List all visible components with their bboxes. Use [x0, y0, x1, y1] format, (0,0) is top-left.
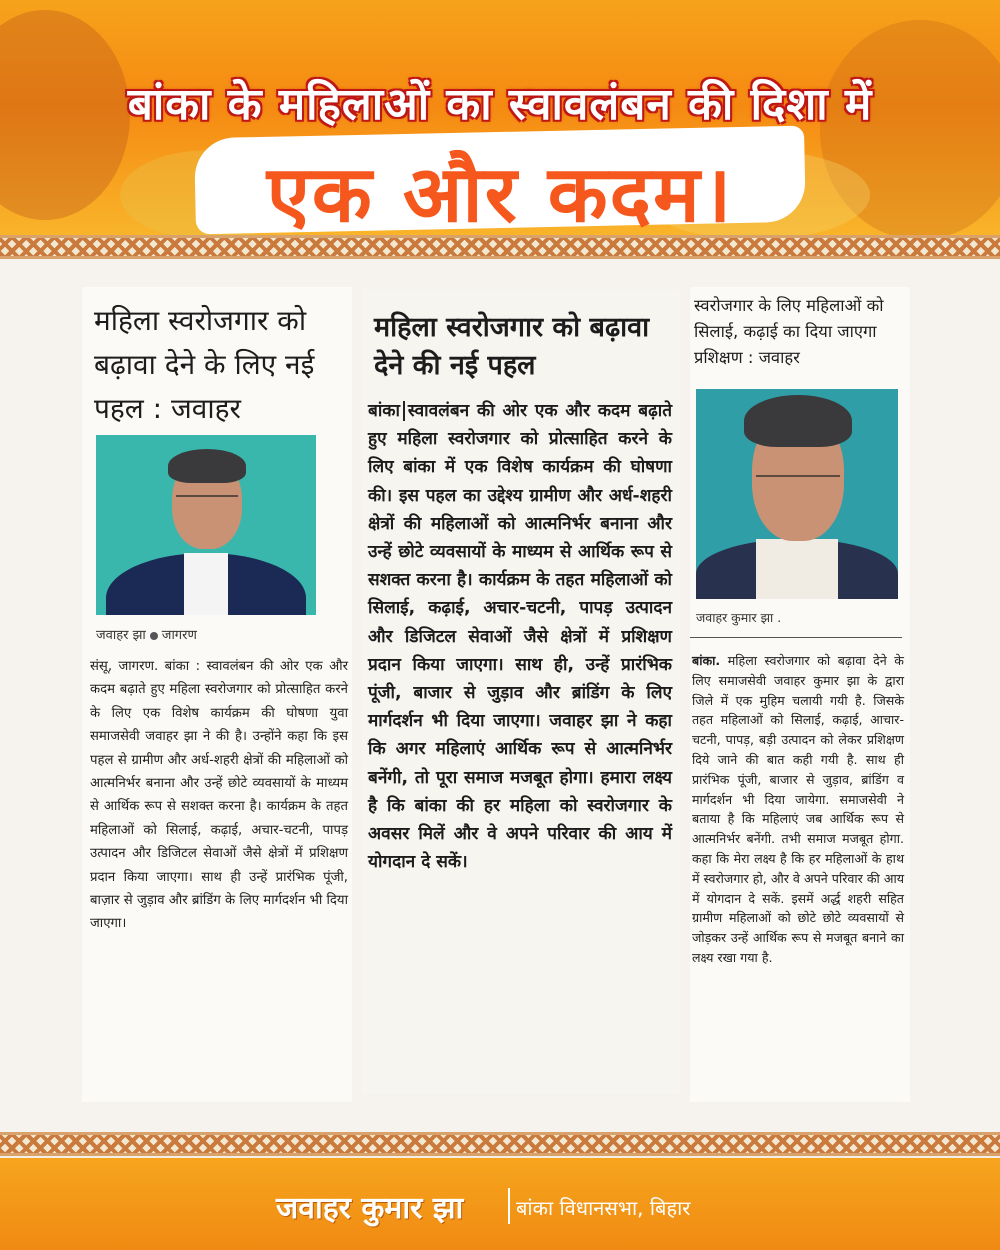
photo-glasses [176, 495, 238, 497]
banner-headline-line2: एक और कदम। [266, 150, 734, 235]
clip-left-headline: महिला स्वरोजगार को बढ़ावा देने के लिए नई पहल : जवाहर [94, 304, 315, 425]
footer-place: बांका विधानसभा, बिहार [516, 1196, 691, 1220]
decorative-border-bottom [0, 1132, 1000, 1156]
photo-caption-left [96, 625, 197, 643]
clip-right-dateline: बांका. [692, 653, 721, 668]
photo-caption-right: जवाहर कुमार झा . [696, 610, 782, 625]
clip-middle-headline: महिला स्वरोजगार को बढ़ावा देने की नई पहल [374, 312, 650, 381]
footer-name: जवाहर कुमार झा [276, 1191, 464, 1226]
decorative-border-top [0, 235, 1000, 259]
clip-middle-dateline: बांका [368, 401, 405, 421]
bullet-dot-icon [150, 632, 158, 640]
caption-source: जागरण [161, 628, 197, 643]
clip-middle-text: स्वावलंबन की ओर एक और कदम बढ़ाते हुए महिला स्वरोजगार को प्रोत्साहित करने के लिए बांका में एक विशेष कार्यक्रम की घोषणा की। इस पहल का उद्देश्य ग्रामीण और अर्ध-शहरी क्षेत्रों की महिलाओं को आत्मनिर्भर बनाना और उन्हें छोटे व्यवसायों के माध्यम से आर्थिक रूप से सशक्त करना है। कार्यक्रम के तहत महिलाओं को सिलाई, कढ़ाई, अचार-चटनी, पापड़ उत्पादन और डिजिटल सेवाओं जैसे क्षेत्रों में प्रशिक्षण प्रदान किया जाएगा। साथ ही, उन्हें प्रारंभिक पूंजी, बाजार से जुड़ाव और ब्रांडिंग के लिए मार्गदर्शन भी दिया जाएगा। जवाहर झा ने कहा कि अगर महिलाएं आर्थिक रूप से आत्मनिर्भर बनेंगी, तो पूरा समाज मजबूत होगा। हमारा लक्ष्य है कि बांका की हर महिला को स्वरोजगार के अवसर मिलें और वे अपने परिवार की आय में योगदान दे सकें। [368, 401, 672, 873]
clip-middle-body [368, 397, 672, 876]
news-clip-right [690, 287, 910, 1102]
clip-right-headline: स्वरोजगार के लिए महिलाओं को सिलाई, कढ़ाई का दिया जाएगा प्रशिक्षण : जवाहर [694, 296, 884, 367]
footer-separator [508, 1188, 510, 1224]
news-clip-left [82, 287, 352, 1102]
caption-name: जवाहर झा [96, 628, 146, 643]
photo-hair [168, 449, 246, 483]
clip-right-text: महिला स्वरोजगार को बढ़ावा देने के लिए समाजसेवी जवाहर कुमार झा के द्वारा जिले में एक मुहिम चलायी गयी है. जिसके तहत महिलाओं को सिलाई, कढ़ाई, आचार-चटनी, पापड़, बड़ी उत्पादन को लेकर प्रशिक्षण दिये जाने की बात कही गयी है. साथ ही प्रारंभिक पूंजी, बाजार से जुड़ाव, ब्रांडिंग व मार्गदर्शन भी दिया जायेगा. समाजसेवी ने बताया है कि महिलाएं जब आर्थिक रूप से आत्मनिर्भर बनेंगी. तभी समाज मजबूत होगा. कहा कि मेरा लक्ष्य है कि हर महिलाओं के हाथ में स्वरोजगार हो, और वे अपने परिवार की आय में योगदान दे सकें. इसमें अर्द्ध शहरी सहित ग्रामीण महिलाओं को छोटे छोटे व्यवसायों से जोड़कर उन्हें आर्थिक रूप से मजबूत बनाने का लक्ष्य रखा गया है. [692, 653, 904, 965]
news-clip-middle [362, 289, 680, 1094]
photo-shirt [184, 553, 228, 615]
photo-shirt [756, 539, 838, 599]
person-photo [96, 435, 316, 615]
divider-line [690, 637, 902, 638]
photo-glasses [756, 475, 840, 477]
footer-banner [0, 1158, 1000, 1250]
clip-left-body: संसू, जागरण. बांका : स्वावलंबन की ओर एक और कदम बढ़ाते हुए महिला स्वरोजगार को प्रोत्साहित करने के लिए एक विशेष कार्यक्रम की घोषणा युवा समाजसेवी जवाहर झा ने की है। उन्होंने कहा कि इस पहल से ग्रामीण और अर्ध-शहरी क्षेत्रों की महिलाओं को आत्मनिर्भर बनाना और उन्हें छोटे व्यवसायों के माध्यम से आर्थिक रूप से सशक्त करना है। कार्यक्रम के तहत महिलाओं को सिलाई, कढ़ाई, अचार-चटनी, पापड़ उत्पादन और डिजिटल सेवाओं जैसे क्षेत्रों में प्रशिक्षण प्रदान किया जाएगा। साथ ही उन्हें प्रारंभिक पूंजी, बाज़ार से जुड़ाव और ब्रांडिंग के लिए मार्गदर्शन भी दिया जाएगा। [90, 659, 348, 932]
header-banner [0, 0, 1000, 235]
banner-headline-line1: बांका के महिलाओं का स्वावलंबन की दिशा में [127, 79, 873, 130]
clip-right-body [692, 651, 904, 968]
newspaper-collage [0, 259, 1000, 1132]
photo-hair [744, 395, 852, 447]
person-photo [696, 389, 898, 599]
